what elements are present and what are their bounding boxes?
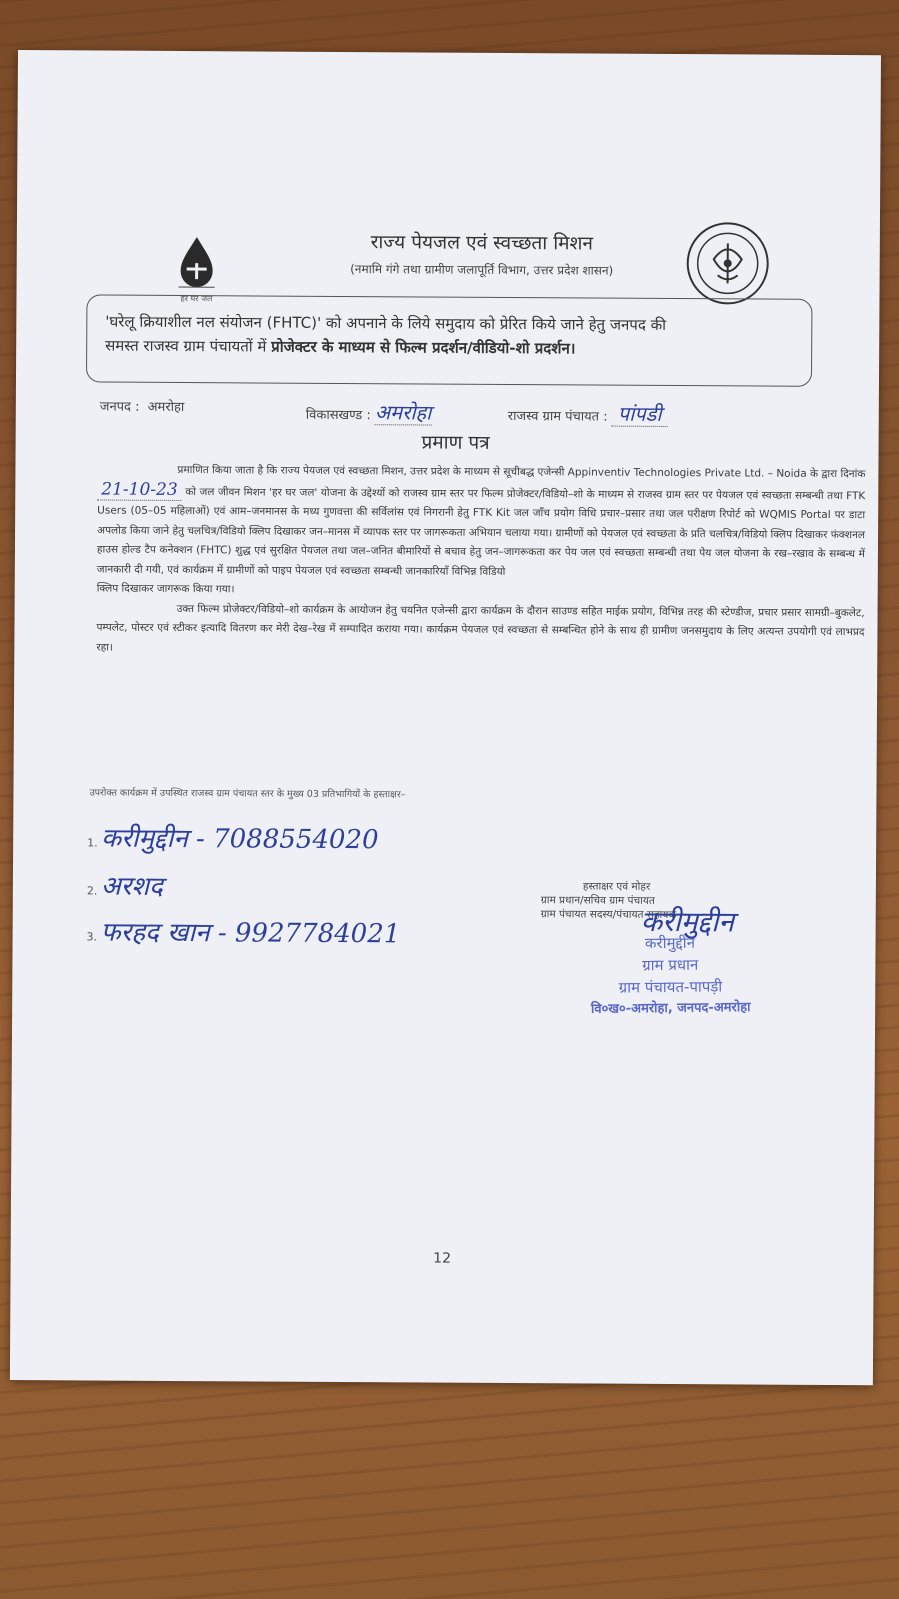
logo-caption: हर घर जल [180, 293, 213, 304]
sign-label-1: हस्ताक्षर एवं मोहर [582, 880, 651, 893]
district-field [100, 397, 185, 416]
participant-signature: करीमुद्दीन - 7088554020 [101, 823, 379, 856]
har-ghar-jal-logo [156, 233, 236, 304]
participant-number: 2. [86, 884, 98, 898]
scheme-box [86, 294, 813, 386]
certificate-heading: प्रमाण पत्र [421, 431, 490, 454]
pradhan-stamp [540, 931, 801, 1022]
scheme-line-2-bold: प्रोजेक्टर के माध्यम से फिल्म प्रदर्शन/वीडियो-शो प्रदर्शन। [271, 337, 576, 358]
participant-number: 1. [87, 836, 98, 850]
sign-label-2: ग्राम प्रधान/सचिव ग्राम पंचायत [540, 894, 655, 907]
block-field [306, 398, 432, 426]
stamp-line-2: ग्राम प्रधान [642, 955, 699, 975]
body-para-1c: क्लिप दिखाकर जागरूक किया गया। [96, 582, 235, 596]
participant-number: 3. [86, 930, 98, 944]
body-para-1b: को जल जीवन मिशन 'हर घर जल' योजना के उद्देश्यों को राजस्व ग्राम स्तर पर फिल्म प्रोजेक्टर/विडियो–शो के माध्यम से राजस्व ग्राम स्तर पर पेयजल एवं स्वच्छता सम्बन्धी तथा FTK Users (05–05 महिलाओं) एवं आम–जनमानस के मध्य गुणवत्ता की सर्विलांस एवं निगरानी हेतु FTK Kit जल जाँच प्रयोग विधि प्रचार–प्रसार तथा जल परीक्षण रिपोर्ट को WQMIS Portal पर डाटा अपलोड किया जाने हेतु चलचित्र/विडियो क्लिप दिखाकर जन–मानस में व्यापक स्तर पर जागरूकता अभियान चलाया गया। ग्रामीणों को पेयजल एवं स्वच्छता के प्रति चलचित्र/विडियो क्लिप दिखाकर फंक्शनल हाउस होल्ड टैप कनेक्शन (FHTC) शुद्ध एवं सुरक्षित पेयजल तथा जल–जनित बीमारियों से बचाव हेतु जन–जागरूकता कर पेय जल एवं स्वच्छता सम्बन्धी तथा पेय जल योजना के रख–रखाव के सम्बन्ध में जानकारी दी गयी, एवं कार्यक्रम में ग्रामीणों को पाइप पेयजल एवं स्वच्छता सम्बन्धी जानकारियाँ विभिन्न विडियो [96, 485, 866, 578]
district-label: जनपद : [99, 399, 140, 415]
pradhan-signature: करीमुद्दीन [640, 904, 735, 939]
participant-row [87, 912, 401, 950]
participant-row [87, 818, 379, 856]
certificate-page [10, 50, 881, 1385]
panchayat-field [508, 399, 668, 427]
mission-subtitle: (नमामि गंगे तथा ग्रामीण जलापूर्ति विभाग, उत्तर प्रदेश शासन) [350, 262, 614, 278]
stamp-line-1: करीमुद्दीन [644, 933, 696, 953]
block-label: विकासखण्ड : [305, 407, 371, 424]
block-value: अमरोहा [374, 400, 432, 425]
participant-signature: फरहद खान - 9927784021 [100, 917, 401, 950]
scheme-line-2: समस्त राजस्व ग्राम पंचायतों में [105, 336, 272, 356]
water-drop-logo-icon [157, 233, 237, 295]
sign-label-3: ग्राम पंचायत सदस्य/पंचायत सहायक [540, 908, 677, 922]
district-value: अमरोहा [147, 399, 185, 416]
page-number: 12 [433, 1250, 452, 1267]
participants-note: उपरोक्त कार्यक्रम में उपस्थित राजस्व ग्राम पंचायत स्तर के मुख्य 03 प्रतिभागियों के हस्ताक्षर– [89, 787, 406, 801]
emblem-icon [683, 219, 772, 308]
stamp-line-3: ग्राम पंचायत-पापड़ी [618, 977, 723, 997]
mission-title: राज्य पेयजल एवं स्वच्छता मिशन [370, 231, 594, 255]
body-para-1a: प्रमाणित किया जाता है कि राज्य पेयजल एवं स्वच्छता मिशन, उत्तर प्रदेश के माध्यम से सूचीबद्ध एजेन्सी Appinventiv Technologies Private Ltd. – Noida के द्वारा दिनांक [177, 463, 866, 481]
participant-signature: अरशद [100, 871, 163, 902]
panchayat-value: पांपडी [612, 402, 668, 427]
scheme-line-1: 'घरेलू क्रियाशील नल संयोजन (FHTC)' को अपनाने के लिये समुदाय को प्रेरित किये जाने हेतु जनपद की [105, 312, 667, 334]
panchayat-label: राजस्व ग्राम पंचायत : [507, 408, 608, 425]
body-para-2: उक्त फिल्म प्रोजेक्टर/विडियो–शो कार्यक्रम के आयोजन हेतु चयनित एजेन्सी द्वारा कार्यक्रम के दौरान साउण्ड सहित माईक प्रयोग, विभिन्न तरह की स्टेण्डीज, प्रचार प्रसार सामग्री–बुकलेट, पम्पलेट, पोस्टर एवं स्टीकर इत्यादि वितरण कर मेरी देख–रेख में सम्पादित कराया गया। कार्यक्रम पेयजल एवं स्वच्छता से सम्बन्धित होने के साथ ही ग्रामीण जनसमुदाय के लिए अत्यन्त उपयोगी एवं लाभप्रद रहा। [96, 602, 865, 654]
certificate-body [96, 460, 865, 662]
program-date: 21-10-23 [97, 479, 182, 501]
participant-row [87, 866, 163, 902]
stamp-line-4: वि०ख०-अमरोहा, जनपद-अमरोहा [590, 1000, 751, 1017]
signatory-block [540, 879, 801, 1021]
